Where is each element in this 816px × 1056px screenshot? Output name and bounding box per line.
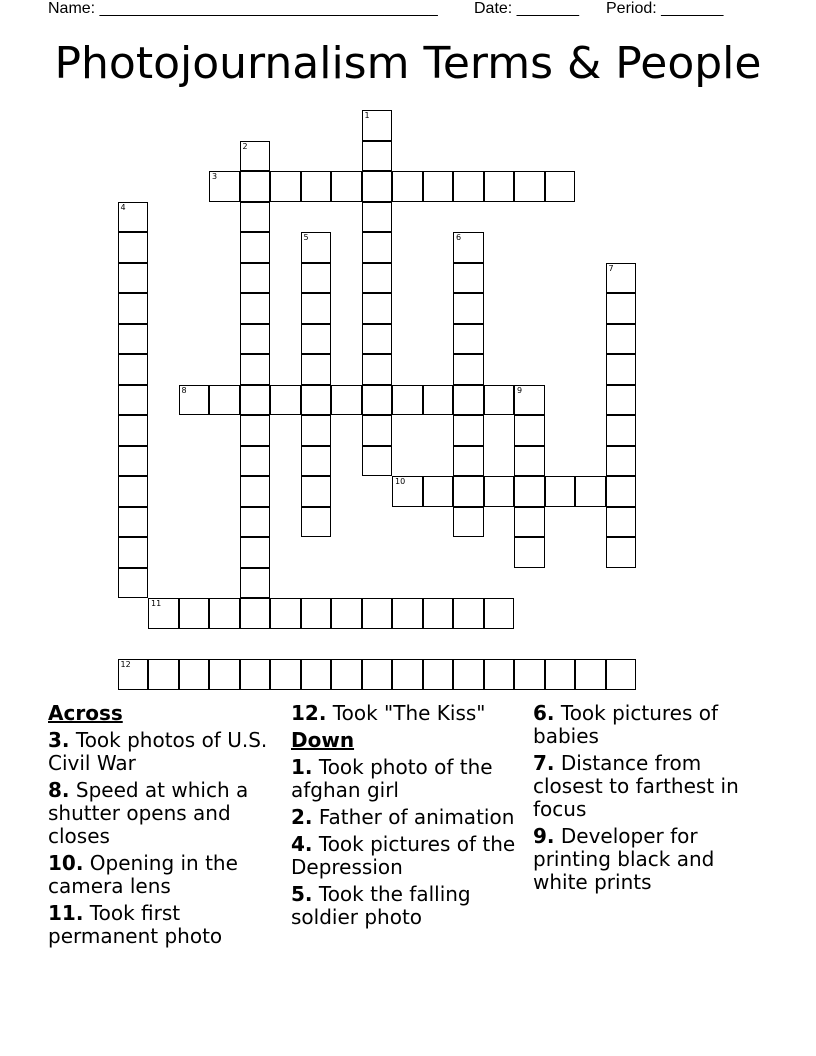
- grid-cell[interactable]: [606, 293, 637, 324]
- clue-down-9: 9. Developer for printing black and white prints: [533, 824, 715, 894]
- grid-cell[interactable]: [453, 659, 484, 690]
- cell-number: 2: [242, 141, 248, 151]
- grid-cell[interactable]: [118, 202, 149, 233]
- grid-cell[interactable]: [118, 476, 149, 507]
- grid-cell[interactable]: [331, 171, 362, 202]
- grid-cell[interactable]: [362, 263, 393, 294]
- grid-cell[interactable]: [118, 415, 149, 446]
- grid-cell[interactable]: [453, 446, 484, 477]
- grid-cell[interactable]: [209, 171, 240, 202]
- grid-cell[interactable]: [270, 171, 301, 202]
- grid-cell[interactable]: [270, 598, 301, 629]
- grid-cell[interactable]: [514, 415, 545, 446]
- cell-number: 12: [120, 660, 131, 669]
- grid-cell[interactable]: [423, 598, 454, 629]
- grid-cell[interactable]: [301, 598, 332, 629]
- clue-across-10: 10. Opening in the camera lens: [48, 851, 238, 898]
- across-heading: Across: [48, 701, 123, 725]
- grid-cell[interactable]: [514, 385, 545, 416]
- grid-cell[interactable]: [179, 659, 210, 690]
- grid-cell[interactable]: [606, 324, 637, 355]
- grid-cell[interactable]: [453, 232, 484, 263]
- grid-cell[interactable]: [301, 385, 332, 416]
- grid-cell[interactable]: [118, 568, 149, 599]
- grid-cell[interactable]: [179, 385, 210, 416]
- grid-cell[interactable]: [545, 476, 576, 507]
- cell-number: 4: [120, 202, 126, 212]
- clue-across-3: 3. Took photos of U.S. Civil War: [48, 728, 268, 775]
- grid-cell[interactable]: [362, 141, 393, 172]
- grid-cell[interactable]: [270, 385, 301, 416]
- grid-cell[interactable]: [301, 324, 332, 355]
- grid-cell[interactable]: [514, 476, 545, 507]
- grid-cell[interactable]: [453, 476, 484, 507]
- grid-cell[interactable]: [118, 385, 149, 416]
- grid-cell[interactable]: [331, 598, 362, 629]
- grid-cell[interactable]: [362, 171, 393, 202]
- grid-cell[interactable]: [331, 659, 362, 690]
- cell-number: 6: [456, 233, 462, 242]
- grid-cell[interactable]: [484, 385, 515, 416]
- grid-cell[interactable]: [362, 446, 393, 477]
- grid-cell[interactable]: [362, 659, 393, 690]
- clue-down-5: 5. Took the falling soldier photo: [291, 882, 471, 929]
- grid-cell[interactable]: [545, 171, 576, 202]
- grid-cell[interactable]: [301, 659, 332, 690]
- grid-cell[interactable]: [362, 385, 393, 416]
- grid-cell[interactable]: [118, 659, 149, 690]
- grid-cell[interactable]: [606, 659, 637, 690]
- grid-cell[interactable]: [484, 659, 515, 690]
- down-heading: Down: [291, 728, 355, 752]
- cell-number: 9: [517, 385, 523, 395]
- grid-cell[interactable]: [301, 354, 332, 385]
- clues-column-3: [533, 702, 765, 898]
- grid-cell[interactable]: [331, 385, 362, 416]
- grid-cell[interactable]: [179, 598, 210, 629]
- cell-number: 7: [608, 263, 614, 273]
- grid-cell[interactable]: [118, 537, 149, 568]
- grid-cell[interactable]: [514, 537, 545, 568]
- grid-cell[interactable]: [240, 446, 271, 477]
- grid-cell[interactable]: [606, 354, 637, 385]
- grid-cell[interactable]: [545, 659, 576, 690]
- date-field[interactable]: Date: _______: [474, 0, 579, 17]
- grid-cell[interactable]: [240, 202, 271, 233]
- grid-cell[interactable]: [240, 537, 271, 568]
- grid-cell[interactable]: [514, 446, 545, 477]
- grid-cell[interactable]: [392, 171, 423, 202]
- grid-cell[interactable]: [362, 598, 393, 629]
- grid-cell[interactable]: [118, 354, 149, 385]
- grid-cell[interactable]: [240, 385, 271, 416]
- clue-across-11: 11. Took first permanent photo: [48, 901, 223, 948]
- grid-cell[interactable]: [606, 507, 637, 538]
- grid-cell[interactable]: [484, 476, 515, 507]
- name-field[interactable]: Name: ______________________________________: [48, 0, 438, 17]
- grid-cell[interactable]: [453, 293, 484, 324]
- grid-cell[interactable]: [209, 659, 240, 690]
- grid-cell[interactable]: [362, 202, 393, 233]
- grid-cell[interactable]: [240, 141, 271, 172]
- grid-cell[interactable]: [575, 476, 606, 507]
- grid-cell[interactable]: [118, 446, 149, 477]
- page-title: Photojournalism Terms & People: [54, 38, 762, 89]
- grid-cell[interactable]: [240, 659, 271, 690]
- grid-cell[interactable]: [575, 659, 606, 690]
- clue-down-1: 1. Took photo of the afghan girl: [291, 755, 493, 802]
- clue-down-2: 2. Father of animation: [291, 805, 515, 829]
- grid-cell[interactable]: [453, 598, 484, 629]
- grid-cell[interactable]: [301, 293, 332, 324]
- cell-number: 8: [181, 385, 187, 395]
- clue-across-8: 8. Speed at which a shutter opens and closes: [48, 778, 249, 848]
- grid-cell[interactable]: [301, 507, 332, 538]
- grid-cell[interactable]: [453, 263, 484, 294]
- grid-cell[interactable]: [240, 354, 271, 385]
- grid-cell[interactable]: [392, 659, 423, 690]
- grid-cell[interactable]: [240, 324, 271, 355]
- grid-cell[interactable]: [209, 598, 240, 629]
- grid-cell[interactable]: [362, 232, 393, 263]
- clue-across-12: 12. Took "The Kiss": [291, 701, 486, 725]
- grid-cell[interactable]: [240, 507, 271, 538]
- grid-cell[interactable]: [392, 385, 423, 416]
- clue-down-4: 4. Took pictures of the Depression: [291, 832, 516, 879]
- grid-cell[interactable]: [392, 598, 423, 629]
- grid-cell[interactable]: [423, 385, 454, 416]
- cell-number: 3: [212, 172, 218, 181]
- grid-cell[interactable]: [606, 385, 637, 416]
- grid-cell[interactable]: [453, 385, 484, 416]
- grid-cell[interactable]: [118, 324, 149, 355]
- grid-cell[interactable]: [301, 263, 332, 294]
- grid-cell[interactable]: [514, 507, 545, 538]
- grid-cell[interactable]: [118, 263, 149, 294]
- grid-cell[interactable]: [240, 476, 271, 507]
- grid-cell[interactable]: [240, 568, 271, 599]
- grid-cell[interactable]: [362, 110, 393, 141]
- cell-number: 11: [151, 599, 162, 608]
- grid-cell[interactable]: [606, 446, 637, 477]
- grid-cell[interactable]: [301, 476, 332, 507]
- grid-cell[interactable]: [453, 415, 484, 446]
- grid-cell[interactable]: [606, 263, 637, 294]
- clues-column-2: [291, 702, 523, 933]
- grid-cell[interactable]: [453, 171, 484, 202]
- grid-cell[interactable]: [301, 415, 332, 446]
- clues-column-1: [48, 702, 280, 952]
- grid-cell[interactable]: [301, 171, 332, 202]
- grid-cell[interactable]: [240, 415, 271, 446]
- cell-number: 5: [303, 233, 309, 242]
- grid-cell[interactable]: [270, 659, 301, 690]
- grid-cell[interactable]: [240, 293, 271, 324]
- cell-number: 10: [395, 477, 406, 486]
- grid-cell[interactable]: [118, 293, 149, 324]
- grid-cell[interactable]: [514, 659, 545, 690]
- grid-cell[interactable]: [240, 263, 271, 294]
- period-field[interactable]: Period: _______: [606, 0, 724, 17]
- grid-cell[interactable]: [362, 415, 393, 446]
- grid-cell[interactable]: [148, 598, 179, 629]
- grid-cell[interactable]: [148, 659, 179, 690]
- clue-down-7: 7. Distance from closest to farthest in focus: [533, 751, 739, 821]
- grid-cell[interactable]: [453, 324, 484, 355]
- grid-cell[interactable]: [423, 659, 454, 690]
- grid-cell[interactable]: [606, 476, 637, 507]
- grid-cell[interactable]: [423, 171, 454, 202]
- grid-cell[interactable]: [606, 415, 637, 446]
- grid-cell[interactable]: [209, 385, 240, 416]
- grid-cell[interactable]: [118, 507, 149, 538]
- grid-cell[interactable]: [484, 171, 515, 202]
- grid-cell[interactable]: [362, 293, 393, 324]
- grid-cell[interactable]: [453, 507, 484, 538]
- grid-cell[interactable]: [453, 354, 484, 385]
- grid-cell[interactable]: [240, 171, 271, 202]
- grid-cell[interactable]: [484, 598, 515, 629]
- grid-cell[interactable]: [240, 232, 271, 263]
- cell-number: 1: [364, 111, 370, 120]
- grid-cell[interactable]: [423, 476, 454, 507]
- grid-cell[interactable]: [118, 232, 149, 263]
- clue-down-6: 6. Took pictures of babies: [533, 701, 719, 748]
- grid-cell[interactable]: [392, 476, 423, 507]
- grid-cell[interactable]: [362, 324, 393, 355]
- grid-cell[interactable]: [301, 232, 332, 263]
- grid-cell[interactable]: [301, 446, 332, 477]
- grid-cell[interactable]: [514, 171, 545, 202]
- grid-cell[interactable]: [606, 537, 637, 568]
- grid-cell[interactable]: [362, 354, 393, 385]
- grid-cell[interactable]: [240, 598, 271, 629]
